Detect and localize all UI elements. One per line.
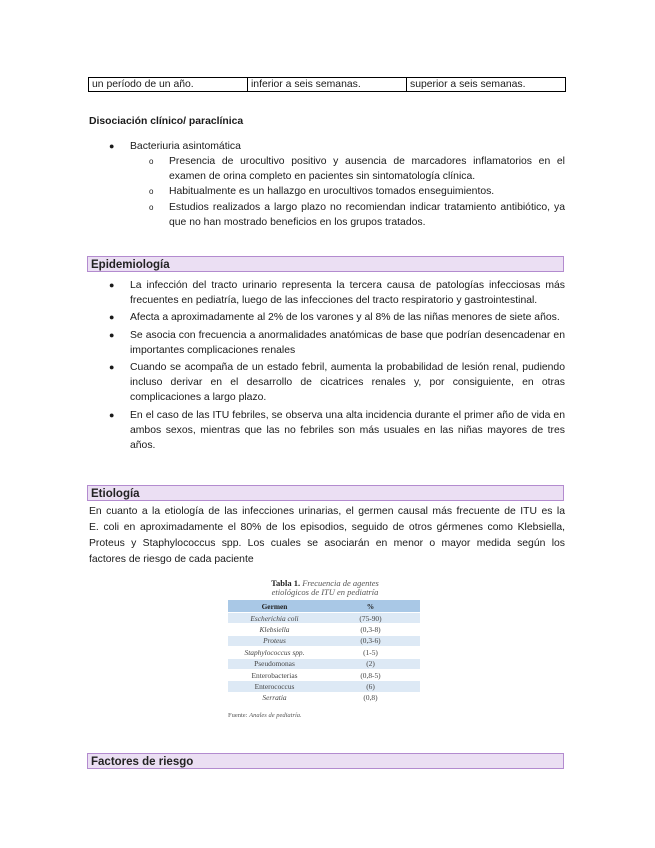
figure-title-label: Tabla 1.: [271, 578, 301, 588]
figure-title: [230, 579, 420, 597]
disociacion-heading: Disociación clínico/ paraclínica: [89, 116, 244, 127]
germen-cell: Staphylococcus spp.: [228, 647, 321, 658]
table-row: [228, 658, 420, 669]
figure-source-text: Anales de pediatría.: [249, 712, 302, 719]
bullet-icon: ●: [109, 362, 115, 373]
percent-cell: (0,8): [321, 692, 420, 703]
section-heading-epidemiologia: Epidemiología: [87, 256, 564, 272]
percent-cell: (0,3-8): [321, 624, 420, 635]
table-cell: un período de un año.: [89, 78, 248, 92]
circle-bullet-icon: o: [149, 187, 154, 197]
list-item-text: Cuando se acompaña de un estado febril, aumenta la probabilidad de lesión renal, pudiendo incluso derivar en el desarrollo de cicatrices renales y, por consiguiente, en otras complicaciones a largo plazo.: [130, 362, 565, 404]
list-item-text: Estudios realizados a largo plazo no recomiendan indicar tratamiento antibiótico, ya que no han mostrado beneficios en los grupos tratados.: [169, 201, 565, 228]
percent-cell: (0,8-5): [321, 669, 420, 680]
table-row: [228, 635, 420, 646]
list-item: [149, 154, 565, 184]
column-header-germen: Germen: [228, 600, 321, 613]
table-row: [89, 78, 566, 92]
bullet-icon: ●: [109, 409, 115, 420]
germen-cell: Serratia: [228, 692, 321, 703]
table-row: [228, 681, 420, 692]
table-row: [228, 613, 420, 624]
disociacion-list: [109, 139, 566, 154]
paragraph-line: E. coli en aproximadamente el 80% de los episodios, seguido de otros gérmenes como Klebsiella,: [89, 522, 565, 533]
percent-cell: (0,3-6): [321, 635, 420, 646]
circle-bullet-icon: o: [149, 157, 154, 166]
list-item: [149, 200, 565, 230]
figure-source: [228, 712, 302, 719]
section-heading-etiologia: Etiología: [87, 485, 564, 501]
figure-title-text: etiológicos de ITU en pediatría: [271, 587, 379, 597]
list-item-text: En el caso de las ITU febriles, se observa una alta incidencia durante el primer año de vida en ambos sexos, mientras que las no febriles son más usuales en las niñas mayores de tres años.: [130, 409, 565, 452]
germen-cell: Enterococcus: [228, 681, 321, 692]
disociacion-sublist: [149, 154, 565, 230]
list-item: [109, 328, 565, 358]
list-item-text: La infección del tracto urinario representa la tercera causa de patologías infecciosas más frecuentes en pediatría, luego de las infecciones del tracto respiratorio y gastrointestinal.: [130, 280, 565, 307]
bullet-icon: ●: [109, 141, 115, 151]
paragraph-line: En cuanto a la etiología de las infecciones urinarias, el germen causal más frecuente de ITU es la: [89, 506, 565, 517]
table-row: [228, 624, 420, 635]
list-item: [109, 310, 565, 325]
figure-title-text: Frecuencia de agentes: [302, 578, 379, 588]
percent-cell: (2): [321, 658, 420, 669]
percent-cell: (6): [321, 681, 420, 692]
paragraph-line: Proteus y Staphylococcus spp. Los cuales se asociarán en menor o mayor medida según los: [89, 538, 565, 549]
list-item-text: Presencia de urocultivo positivo y ausencia de marcadores inflamatorios en el examen de orina completo en pacientes sin sintomatología clínica.: [169, 156, 565, 183]
list-item-text: Bacteriuria asintomática: [130, 141, 241, 152]
epidemiologia-list: [109, 278, 565, 453]
list-item-text: Afecta a aproximadamente al 2% de los varones y al 8% de las niñas menores de siete años.: [130, 312, 560, 324]
bullet-icon: ●: [109, 312, 115, 323]
list-item: [109, 360, 565, 406]
germen-cell: Pseudomonas: [228, 658, 321, 669]
table-row: [228, 692, 420, 703]
paragraph-line: factores de riesgo de cada paciente: [89, 554, 254, 565]
figure-source-label: Fuente:: [228, 712, 248, 719]
percent-cell: (75-90): [321, 613, 420, 624]
circle-bullet-icon: o: [149, 202, 154, 212]
list-item-text: Habitualmente es un hallazgo en urocultivos tomados enseguimientos.: [169, 186, 495, 198]
table-row: [228, 669, 420, 680]
table-cell: superior a seis semanas.: [407, 78, 566, 92]
bullet-icon: ●: [109, 329, 115, 340]
section-heading-factores: Factores de riesgo: [87, 753, 564, 769]
table-header-row: [228, 600, 420, 613]
percent-cell: (1-5): [321, 647, 420, 658]
germen-cell: Klebsiella: [228, 624, 321, 635]
germen-cell: Proteus: [228, 635, 321, 646]
etiologia-paragraph: [89, 504, 565, 568]
table-cell: inferior a seis semanas.: [248, 78, 407, 92]
table-row: [228, 647, 420, 658]
list-item: [149, 184, 565, 199]
top-table-fragment: [88, 77, 566, 92]
etiology-table: [228, 600, 420, 703]
list-item: [109, 139, 566, 154]
germen-cell: Escherichia coli: [228, 613, 321, 624]
germen-cell: Enterobacterias: [228, 669, 321, 680]
list-item: [109, 408, 565, 454]
list-item-text: Se asocia con frecuencia a anormalidades anatómicas de base que podrían desencadenar en importantes complicaciones renales: [130, 329, 565, 356]
bullet-icon: ●: [109, 280, 115, 290]
column-header-percent: %: [321, 600, 420, 613]
list-item: [109, 278, 565, 308]
